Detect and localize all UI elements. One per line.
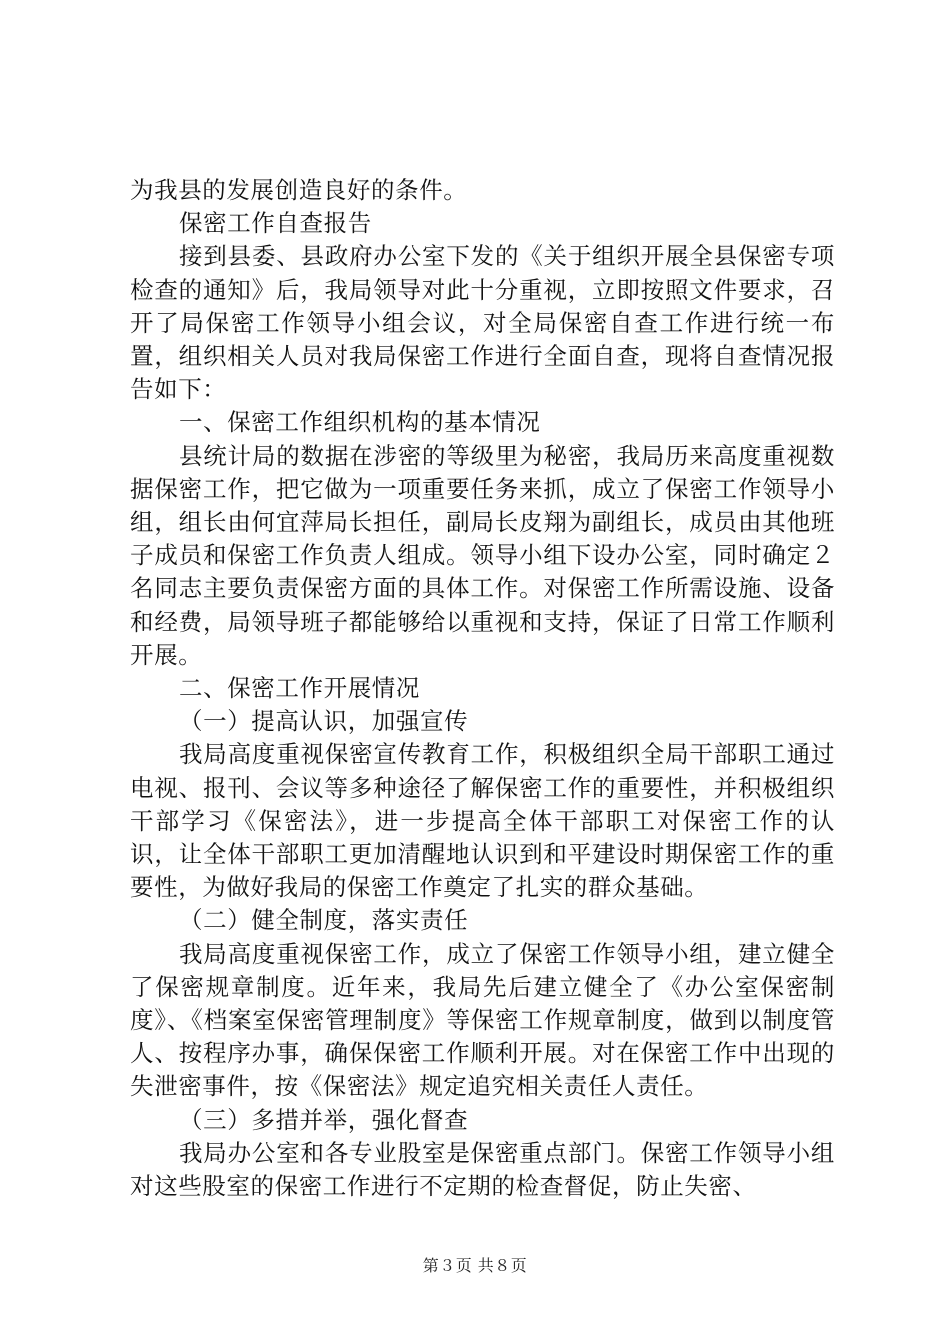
paragraph: 为我县的发展创造良好的条件。: [130, 176, 468, 204]
page-footer: 第３页 共８页: [422, 1256, 528, 1275]
paragraph: 县统计局的数据在涉密的等级里为秘密，我局历来高度重视数据保密工作，把它做为一项重要任务来抓，成立了保密工作领导小组，组长由何宜萍局长担任，副局长皮翔为副组长，成员由其他班子成员和保密工作负责人组成。领导小组下设办公室，同时确定２名同志主要负责保密方面的具体工作。对保密工作所需设施、设备和经费，局领导班子都能够给以重视和支持，保证了日常工作顺利开展。: [130, 441, 835, 669]
paragraph: 我局高度重视保密宣传教育工作，积极组织全局干部职工通过电视、报刊、会议等多种途径了解保密工作的重要性，并积极组织干部学习《保密法》，进一步提高全体干部职工对保密工作的认识，让全体干部职工更加清醒地认识到和平建设时期保密工作的重要性，为做好我局的保密工作奠定了扎实的群众基础。: [130, 740, 835, 902]
section-heading: 保密工作自查报告: [179, 209, 372, 238]
paragraph: 我局办公室和各专业股室是保密重点部门。保密工作领导小组对这些股室的保密工作进行不定期的检查督促，防止失密、: [130, 1138, 835, 1201]
subsection-heading: （二）健全制度，落实责任: [179, 906, 469, 935]
paragraph: 接到县委、县政府办公室下发的《关于组织开展全县保密专项检查的通知》后，我局领导对此十分重视，立即按照文件要求，召开了局保密工作领导小组会议，对全局保密自查工作进行统一布置，组织相关人员对我局保密工作进行全面自查，现将自查情况报告如下：: [130, 242, 835, 404]
paragraph: 我局高度重视保密工作，成立了保密工作领导小组，建立健全了保密规章制度。近年来，我局先后建立健全了《办公室保密制度》、《档案室保密管理制度》等保密工作规章制度，做到以制度管人、按程序办事，确保保密工作顺利开展。对在保密工作中出现的失泄密事件，按《保密法》规定追究相关责任人责任。: [130, 939, 835, 1101]
subsection-heading: （三）多措并举，强化督查: [179, 1105, 469, 1134]
subsection-heading: （一）提高认识，加强宣传: [179, 707, 469, 736]
section-heading: 二、保密工作开展情况: [179, 674, 420, 703]
document-body: [130, 174, 835, 1203]
section-heading: 一、保密工作组织机构的基本情况: [179, 408, 541, 437]
